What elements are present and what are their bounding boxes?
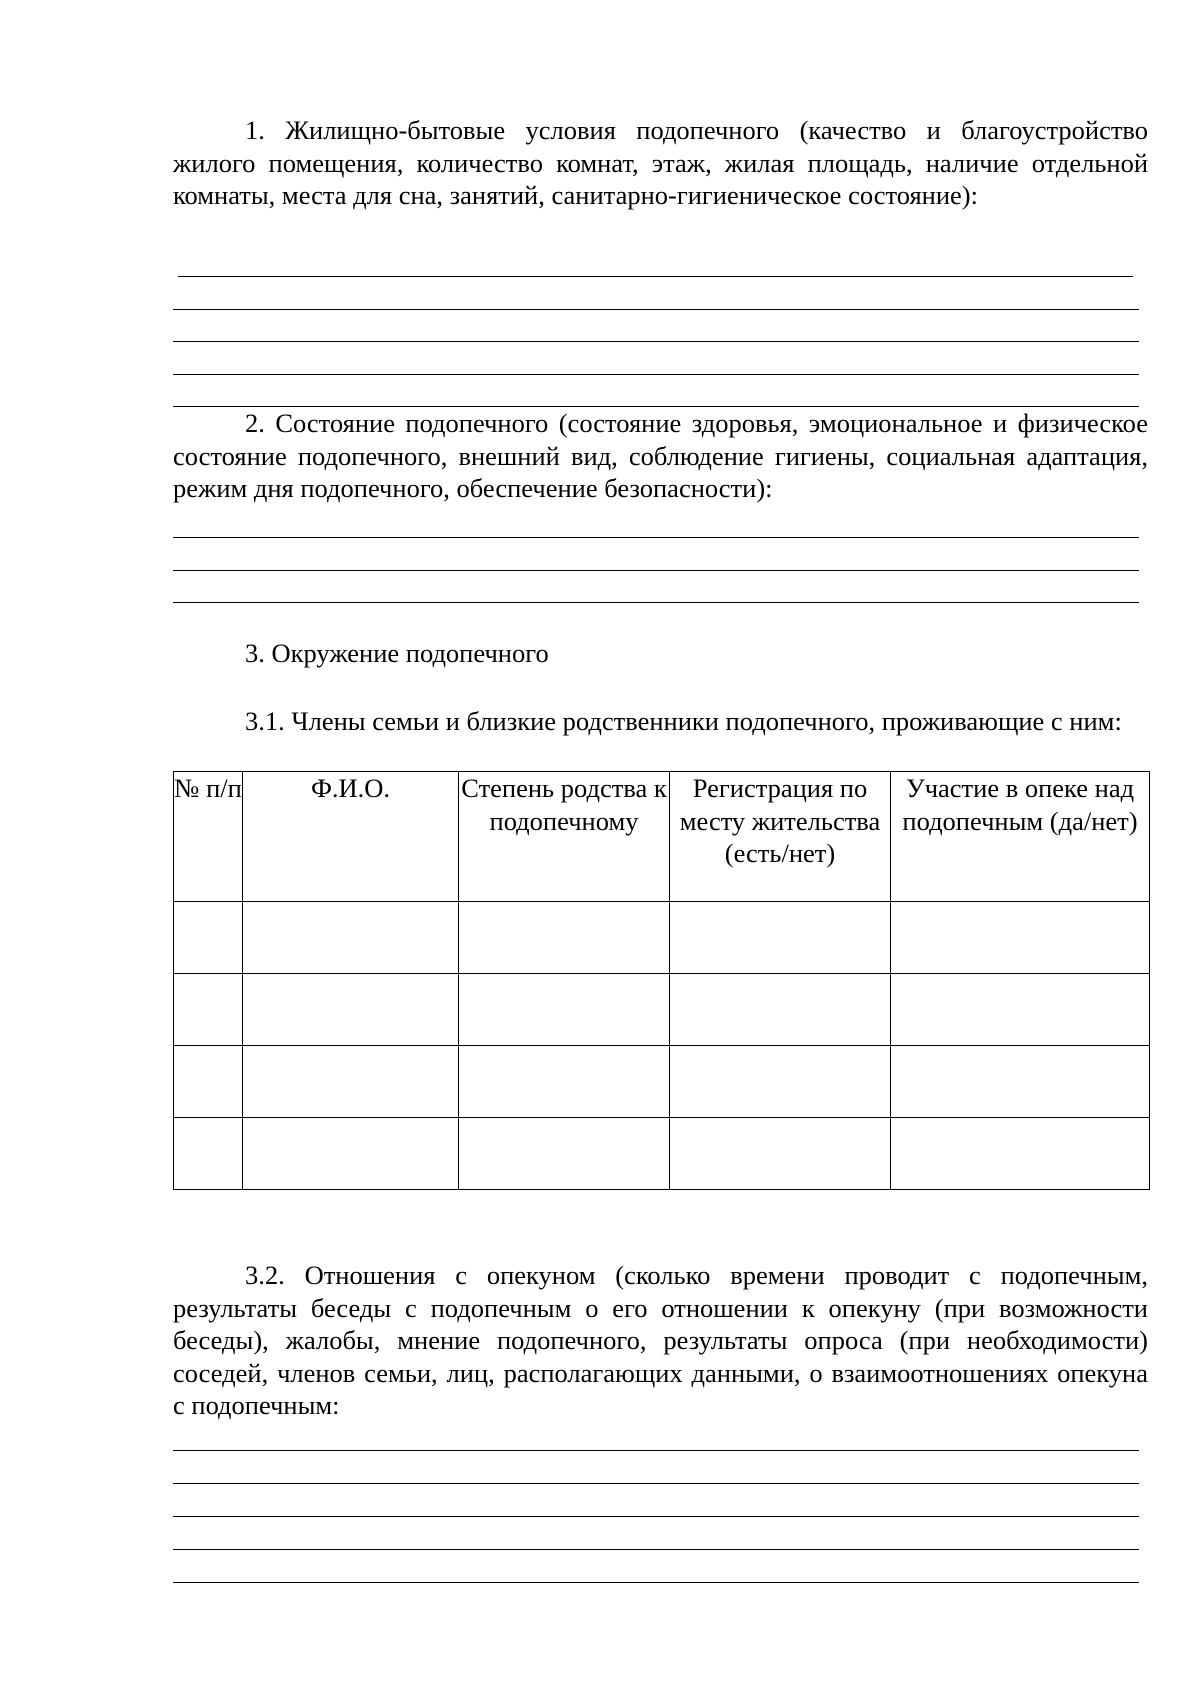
section-3-1-text: 3.1. Члены семьи и близкие родственники подопечного, проживающие с ним: <box>245 706 1122 736</box>
col-number-header: № п/п <box>174 772 243 902</box>
table-cell[interactable] <box>459 974 670 1046</box>
col-kinship-header: Степень родства к подопечному <box>459 772 670 902</box>
table-cell[interactable] <box>174 1046 243 1118</box>
table-cell[interactable] <box>459 902 670 974</box>
table-cell[interactable] <box>174 902 243 974</box>
table-cell[interactable] <box>243 1046 459 1118</box>
answer-line[interactable] <box>173 1549 1139 1550</box>
table-cell[interactable] <box>670 902 891 974</box>
table-cell[interactable] <box>670 1046 891 1118</box>
answer-line[interactable] <box>173 602 1139 603</box>
answer-line[interactable] <box>173 341 1139 342</box>
answer-line[interactable] <box>178 276 1133 277</box>
table-cell[interactable] <box>891 1046 1150 1118</box>
table-row <box>174 974 1150 1046</box>
answer-line[interactable] <box>173 1483 1139 1484</box>
table-cell[interactable] <box>891 974 1150 1046</box>
section-1-text: 1. Жилищно-бытовые условия подопечного (качество и благоустройство жилого помещения, количество комнат, этаж, жилая площадь, наличие отдельной комнаты, места для сна, занятий, санитарно-гигиеническое состояние): <box>173 115 1148 210</box>
answer-line[interactable] <box>173 1516 1139 1517</box>
table-cell[interactable] <box>243 974 459 1046</box>
table-cell[interactable] <box>243 902 459 974</box>
table-cell[interactable] <box>891 902 1150 974</box>
table-cell[interactable] <box>670 974 891 1046</box>
answer-line[interactable] <box>173 1582 1139 1583</box>
table-cell[interactable] <box>670 1118 891 1190</box>
col-fullname-header: Ф.И.О. <box>243 772 459 902</box>
table-row <box>174 1046 1150 1118</box>
table-row <box>174 1118 1150 1190</box>
answer-line[interactable] <box>173 374 1139 375</box>
section-3-2-text: 3.2. Отношения с опекуном (сколько времени проводит с подопечным, результаты беседы с подопечным о его отношении к опекуну (при возможности беседы), жалобы, мнение подопечного, результаты опроса (при необходимости) соседей, членов семьи, лиц, располагающих данными, о взаимоотношениях опекуна с подопечным: <box>173 1260 1148 1420</box>
table-cell[interactable] <box>459 1046 670 1118</box>
table-cell[interactable] <box>459 1118 670 1190</box>
table-header-row <box>174 772 1150 902</box>
section-3-heading: 3. Окружение подопечного <box>245 638 549 668</box>
table-cell[interactable] <box>174 1118 243 1190</box>
table-cell[interactable] <box>174 974 243 1046</box>
col-registration-header: Регистрация по месту жительства (есть/нет) <box>670 772 891 902</box>
section-2-text: 2. Состояние подопечного (состояние здоровья, эмоциональное и физическое состояние подопечного, внешний вид, соблюдение гигиены, социальная адаптация, режим дня подопечного, обеспечение безопасности): <box>173 408 1148 503</box>
col-guardianship-header: Участие в опеке над подопечным (да/нет) <box>891 772 1150 902</box>
family-members-table <box>173 771 1150 1190</box>
answer-line[interactable] <box>173 570 1139 571</box>
answer-line[interactable] <box>173 1450 1139 1451</box>
table-cell[interactable] <box>891 1118 1150 1190</box>
answer-line[interactable] <box>173 309 1139 310</box>
table-row <box>174 902 1150 974</box>
answer-line[interactable] <box>173 537 1139 538</box>
table-cell[interactable] <box>243 1118 459 1190</box>
